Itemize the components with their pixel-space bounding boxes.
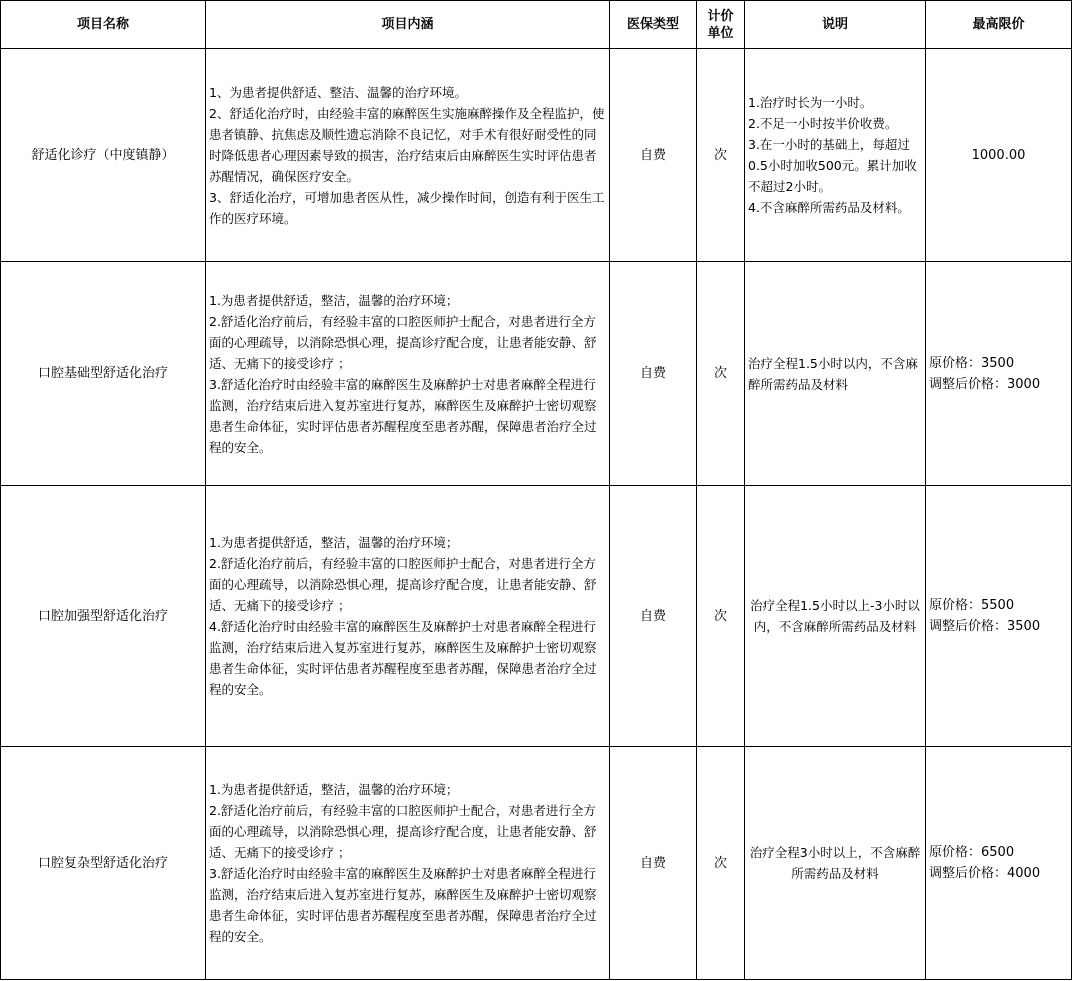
item-note: 1.治疗时长为一小时。 2.不足一小时按半价收费。 3.在一小时的基础上，每超过0.5小时加收500元。累计加收不超过2小时。 4.不含麻醉所需药品及材料。 xyxy=(745,49,926,262)
item-name: 口腔加强型舒适化治疗 xyxy=(1,486,206,747)
max-price: 原价格：5500 调整后价格：3500 xyxy=(926,486,1072,747)
item-name: 口腔复杂型舒适化治疗 xyxy=(1,747,206,980)
billing-unit: 次 xyxy=(697,747,745,980)
item-note: 治疗全程1.5小时以内，不含麻醉所需药品及材料 xyxy=(745,262,926,486)
insurance-type: 自费 xyxy=(610,262,697,486)
header-price: 最高限价 xyxy=(926,1,1072,49)
item-note: 治疗全程1.5小时以上-3小时以内，不含麻醉所需药品及材料 xyxy=(745,486,926,747)
max-price: 原价格：6500 调整后价格：4000 xyxy=(926,747,1072,980)
item-name: 舒适化诊疗（中度镇静） xyxy=(1,49,206,262)
item-content: 1.为患者提供舒适，整洁，温馨的治疗环境； 2.舒适化治疗前后，有经验丰富的口腔医师护士配合，对患者进行全方面的心理疏导，以消除恐惧心理，提高诊疗配合度，让患者能安静、舒适、无痛下的接受诊疗 ； 3.舒适化治疗时由经验丰富的麻醉医生及麻醉护士对患者麻醉全程进行监测，治疗结束后进入复苏室进行复苏，麻醉医生及麻醉护士密切观察患者生命体征，实时评估患者苏醒程度至患者苏醒，保障患者治疗全过程的安全。 xyxy=(206,747,610,980)
table-row xyxy=(1,49,1072,262)
max-price: 1000.00 xyxy=(926,49,1072,262)
insurance-type: 自费 xyxy=(610,49,697,262)
table-row xyxy=(1,747,1072,980)
item-note: 治疗全程3小时以上，不含麻醉所需药品及材料 xyxy=(745,747,926,980)
header-name: 项目名称 xyxy=(1,1,206,49)
table-row xyxy=(1,486,1072,747)
header-note: 说明 xyxy=(745,1,926,49)
header-unit: 计价 单位 xyxy=(697,1,745,49)
item-content: 1、为患者提供舒适、整洁、温馨的治疗环境。 2、舒适化治疗时，由经验丰富的麻醉医生实施麻醉操作及全程监护，使患者镇静、抗焦虑及顺性遗忘消除不良记忆，对手术有很好耐受性的同时降低患者心理因素导致的损害，治疗结束后由麻醉医生实时评估患者苏醒情况，确保医疗安全。 3、舒适化治疗，可增加患者医从性，减少操作时间，创造有利于医生工作的医疗环境。 xyxy=(206,49,610,262)
max-price: 原价格：3500 调整后价格：3000 xyxy=(926,262,1072,486)
billing-unit: 次 xyxy=(697,262,745,486)
header-row xyxy=(1,1,1072,49)
insurance-type: 自费 xyxy=(610,747,697,980)
billing-unit: 次 xyxy=(697,49,745,262)
header-content: 项目内涵 xyxy=(206,1,610,49)
insurance-type: 自费 xyxy=(610,486,697,747)
item-content: 1.为患者提供舒适，整洁，温馨的治疗环境； 2.舒适化治疗前后，有经验丰富的口腔医师护士配合，对患者进行全方面的心理疏导，以消除恐惧心理，提高诊疗配合度，让患者能安静、舒适、无痛下的接受诊疗 ； 3.舒适化治疗时由经验丰富的麻醉医生及麻醉护士对患者麻醉全程进行监测，治疗结束后进入复苏室进行复苏，麻醉医生及麻醉护士密切观察患者生命体征，实时评估患者苏醒程度至患者苏醒，保障患者治疗全过程的安全。 xyxy=(206,262,610,486)
item-name: 口腔基础型舒适化治疗 xyxy=(1,262,206,486)
item-content: 1.为患者提供舒适，整洁，温馨的治疗环境； 2.舒适化治疗前后，有经验丰富的口腔医师护士配合，对患者进行全方面的心理疏导，以消除恐惧心理，提高诊疗配合度，让患者能安静、舒适、无痛下的接受诊疗 ； 4.舒适化治疗时由经验丰富的麻醉医生及麻醉护士对患者麻醉全程进行监测，治疗结束后进入复苏室进行复苏，麻醉医生及麻醉护士密切观察患者生命体征，实时评估患者苏醒程度至患者苏醒，保障患者治疗全过程的安全。 xyxy=(206,486,610,747)
table-row xyxy=(1,262,1072,486)
header-insurance: 医保类型 xyxy=(610,1,697,49)
billing-unit: 次 xyxy=(697,486,745,747)
